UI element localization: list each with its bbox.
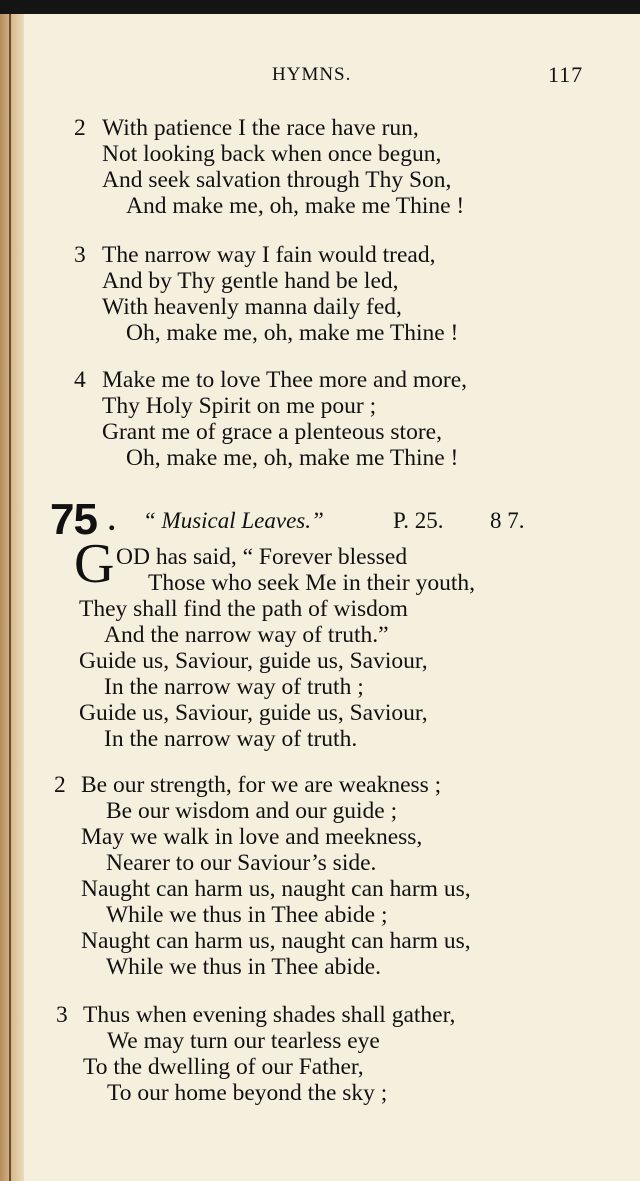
verse-line: Those who seek Me in their youth, <box>148 570 475 596</box>
verse-line: Make me to love Thee more and more, <box>102 367 467 393</box>
spine-fold-line <box>9 14 11 1181</box>
verse-line: They shall find the path of wisdom <box>79 596 408 622</box>
verse-line: Be our wisdom and our guide ; <box>106 798 398 824</box>
verse-line: The narrow way I fain would tread, <box>102 242 436 268</box>
verse-line: To the dwelling of our Father, <box>83 1054 364 1080</box>
tune-name-text: “ Musical Leaves.” <box>143 508 324 533</box>
verse-number: 2 <box>54 772 66 798</box>
verse-line: Guide us, Saviour, guide us, Saviour, <box>79 700 428 726</box>
verse-line: We may turn our tearless eye <box>107 1028 380 1054</box>
hymn-number: 75 <box>50 495 97 544</box>
verse-line: While we thus in Thee abide ; <box>106 902 388 928</box>
verse-line: And the narrow way of truth.” <box>104 622 389 648</box>
tune-name <box>143 508 324 534</box>
verse-line: Thy Holy Spirit on me pour ; <box>102 393 377 419</box>
verse-line: Guide us, Saviour, guide us, Saviour, <box>79 648 428 674</box>
verse-line: OD has said, “ Forever blessed <box>116 544 408 570</box>
verse-line: Oh, make me, oh, make me Thine ! <box>126 445 459 471</box>
hymn-number-period: . <box>108 504 116 537</box>
hymn-meter: 8 7. <box>490 508 525 533</box>
verse-number: 3 <box>56 1002 68 1028</box>
verse-line: And make me, oh, make me Thine ! <box>126 193 465 219</box>
tune-page-reference: P. 25. <box>393 508 444 533</box>
verse-line: In the narrow way of truth ; <box>104 674 364 700</box>
verse-line: To our home beyond the sky ; <box>107 1080 388 1106</box>
verse-line: And by Thy gentle hand be led, <box>102 268 399 294</box>
verse-line: And seek salvation through Thy Son, <box>102 167 452 193</box>
verse-line: Thus when evening shades shall gather, <box>83 1002 456 1028</box>
verse-line: While we thus in Thee abide. <box>106 954 381 980</box>
verse-number: 4 <box>74 367 86 393</box>
verse-line: With heavenly manna daily fed, <box>102 294 402 320</box>
page-top-edge <box>0 0 640 14</box>
running-head: HYMNS. <box>272 64 352 85</box>
verse-line: Naught can harm us, naught can harm us, <box>81 876 471 902</box>
page-number: 117 <box>548 62 584 87</box>
verse-line: With patience I the race have run, <box>102 115 419 141</box>
verse-line: Be our strength, for we are weakness ; <box>81 772 442 798</box>
verse-line: Not looking back when once begun, <box>102 141 442 167</box>
verse-line: Nearer to our Saviour’s side. <box>106 850 377 876</box>
verse-number: 3 <box>74 242 86 268</box>
verse-line: Oh, make me, oh, make me Thine ! <box>126 320 459 346</box>
drop-capital: G <box>74 533 115 595</box>
verse-line: Grant me of grace a plenteous store, <box>102 419 442 445</box>
verse-line: In the narrow way of truth. <box>104 726 358 752</box>
verse-line: Naught can harm us, naught can harm us, <box>81 928 471 954</box>
verse-number: 2 <box>74 115 86 141</box>
book-spine-edge <box>0 14 24 1181</box>
verse-line: May we walk in love and meekness, <box>81 824 423 850</box>
